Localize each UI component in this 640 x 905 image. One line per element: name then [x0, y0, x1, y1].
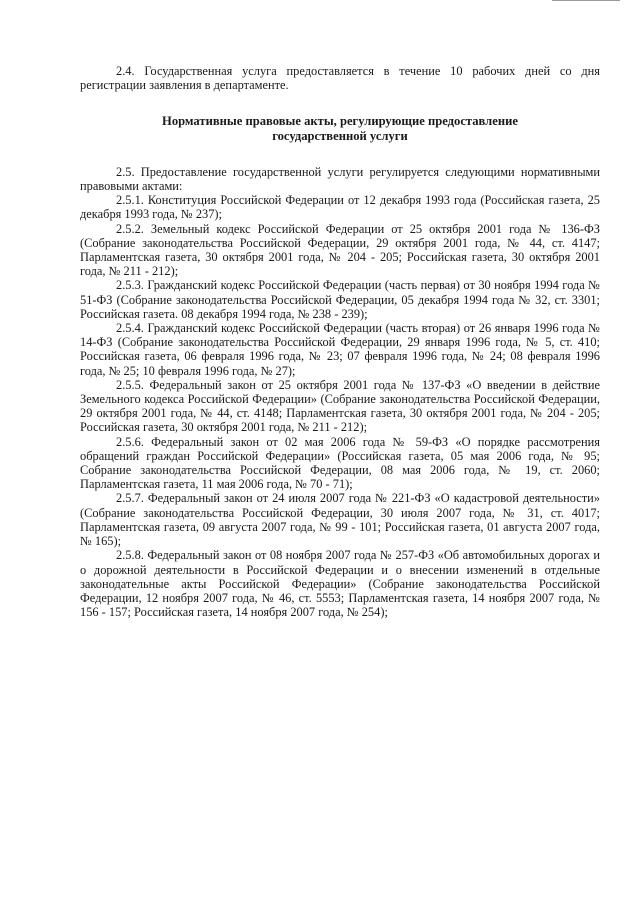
document-body: [80, 64, 600, 619]
paragraph-2-5-3: 2.5.3. Гражданский кодекс Российской Федерации (часть первая) от 30 ноября 1994 года № 51-ФЗ (Собрание законодательства Российской Федерации, 05 декабря 1994 года № 32, ст. 3301; Российская газета. 08 декабря 1994 года, № 238 - 239);: [80, 278, 600, 321]
paragraph-2-5-2: 2.5.2. Земельный кодекс Российской Федерации от 25 октября 2001 года № 136-ФЗ (Собрание законодательства Российской Федерации, 29 октября 2001 года, № 44, ст. 4147; Парламентская газета, 30 октября 2001 года, № 204 - 205; Российская газета, 30 октября 2001 года, № 211 - 212);: [80, 221, 600, 279]
section-heading: [80, 114, 600, 142]
paragraph-2-5-8: 2.5.8. Федеральный закон от 08 ноября 2007 года № 257-ФЗ «Об автомобильных дорогах и о дорожной деятельности в Российской Федерации и о внесении изменений в отдельные законодательные акты Российской Федерации» (Собрание законодательства Российской Федерации, 12 ноября 2007 года, № 46, ст. 5553; Парламентская газета, 14 ноября 2007 года, № 156 - 157; Российская газета, 14 ноября 2007 года, № 254);: [80, 548, 600, 620]
section-heading-line-1: Нормативные правовые акты, регулирующие предоставление: [162, 114, 518, 129]
paragraph-2-5-6: 2.5.6. Федеральный закон от 02 мая 2006 года № 59-ФЗ «О порядке рассмотрения обращений граждан Российской Федерации» (Российская газета, 05 мая 2006 года, № 95; Собрание законодательства Российской Федерации, 08 мая 2006 года, № 19, ст. 2060; Парламентская газета, 11 мая 2006 года, № 70 - 71);: [80, 434, 600, 492]
paragraph-2-5-5: 2.5.5. Федеральный закон от 25 октября 2001 года № 137-ФЗ «О введении в действие Земельного кодекса Российской Федерации» (Собрание законодательства Российской Федерации, 29 октября 2001 года, № 44, ст. 4148; Парламентская газета, 30 октября 2001 года, № 204 - 205; Российская газета, 30 октября 2001 года, № 211 - 212);: [80, 377, 600, 435]
paragraph-2-4: 2.4. Государственная услуга предоставляется в течение 10 рабочих дней со дня регистрации заявления в департаменте.: [80, 64, 600, 93]
section-heading-line-2: государственной услуги: [272, 128, 408, 143]
scan-corner-mark: [552, 0, 620, 1]
paragraph-2-5-4: 2.5.4. Гражданский кодекс Российской Федерации (часть вторая) от 26 января 1996 года № 14-ФЗ (Собрание законодательства Российской Федерации, 29 января 1996 года, № 5, ст. 410; Российская газета, 06 февраля 1996 года, № 23; 07 февраля 1996 года, № 24; 08 февраля 1996 года, № 25; 10 февраля 1996 года, № 27);: [80, 321, 600, 378]
paragraph-2-5: 2.5. Предоставление государственной услуги регулируется следующими нормативными правовыми актами:: [80, 164, 600, 194]
paragraph-2-5-1: 2.5.1. Конституция Российской Федерации от 12 декабря 1993 года (Российская газета, 25 декабря 1993 года, № 237);: [80, 193, 600, 222]
paragraph-2-5-7: 2.5.7. Федеральный закон от 24 июля 2007 года № 221-ФЗ «О кадастровой деятельности» (Собрание законодательства Российской Федерации, 30 июля 2007 года, № 31, ст. 4017; Парламентская газета, 09 августа 2007 года, № 99 - 101; Российская газета, 01 августа 2007 года, № 165);: [80, 491, 600, 549]
